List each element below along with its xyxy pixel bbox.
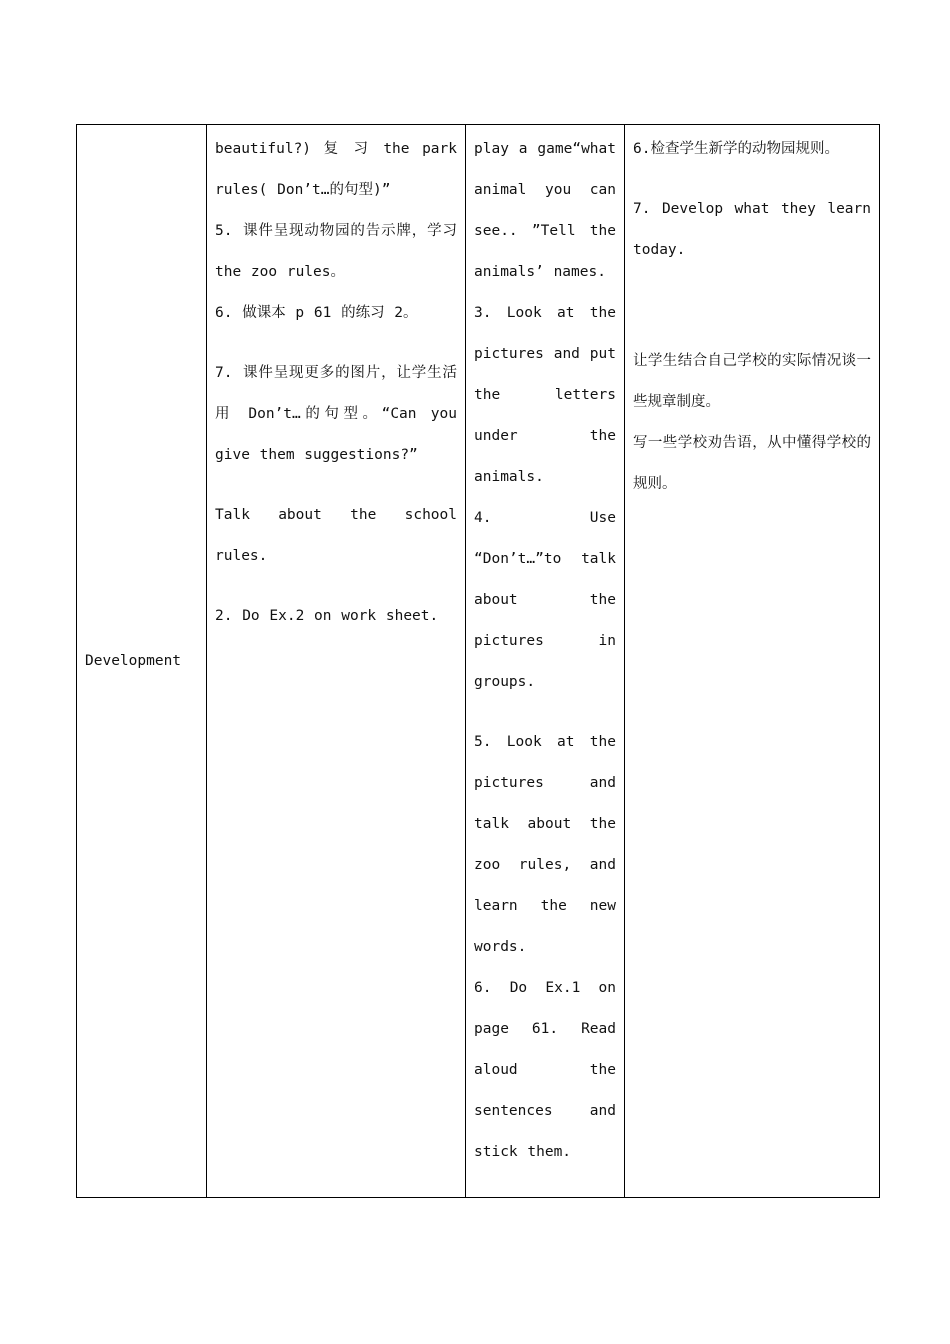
teacher-activity-item: beautiful?) 复 习 the park rules( Don’t…的句型)” <box>215 141 457 198</box>
student-activities-cell <box>466 125 625 1198</box>
lesson-plan-table <box>76 124 880 1198</box>
purpose-cell <box>625 125 880 1198</box>
teacher-activity-item: 5. 课件呈现动物园的告示牌，学习 the zoo rules。 <box>215 223 457 280</box>
teacher-activity-item: 2. Do Ex.2 on work sheet. <box>215 608 439 624</box>
student-activity-item: 4. Use “Don’t…”to talk about the pictures in groups. <box>474 510 616 690</box>
stage-cell <box>77 125 207 1198</box>
teacher-activity-item: 6. 做课本 p 61 的练习 2。 <box>215 305 418 321</box>
purpose-item: 让学生结合自己学校的实际情况谈一些规章制度。 <box>633 353 871 410</box>
teacher-activity-item: 7. 课件呈现更多的图片，让学生活用 Don’t…的句型。“Can you give them suggestions?” <box>215 365 457 463</box>
teacher-activity-item: Talk about the school rules. <box>215 507 457 564</box>
student-activity-item: 6. Do Ex.1 on page 61. Read aloud the sentences and stick them. <box>474 980 616 1160</box>
student-activity-item: play a game“what animal you can see.. ”Tell the animals’ names. <box>474 141 616 280</box>
table-row <box>77 125 880 1198</box>
student-activity-item: 5. Look at the pictures and talk about the zoo rules, and learn the new words. <box>474 734 616 955</box>
purpose-item: 7. Develop what they learn today. <box>633 201 871 258</box>
purpose-item: 6.检查学生新学的动物园规则。 <box>633 141 839 157</box>
student-activity-item: 3. Look at the pictures and put the letters under the animals. <box>474 305 616 485</box>
purpose-item: 写一些学校劝告语，从中懂得学校的规则。 <box>633 435 871 492</box>
teacher-activities-cell <box>207 125 466 1198</box>
stage-label: Development <box>85 653 182 669</box>
